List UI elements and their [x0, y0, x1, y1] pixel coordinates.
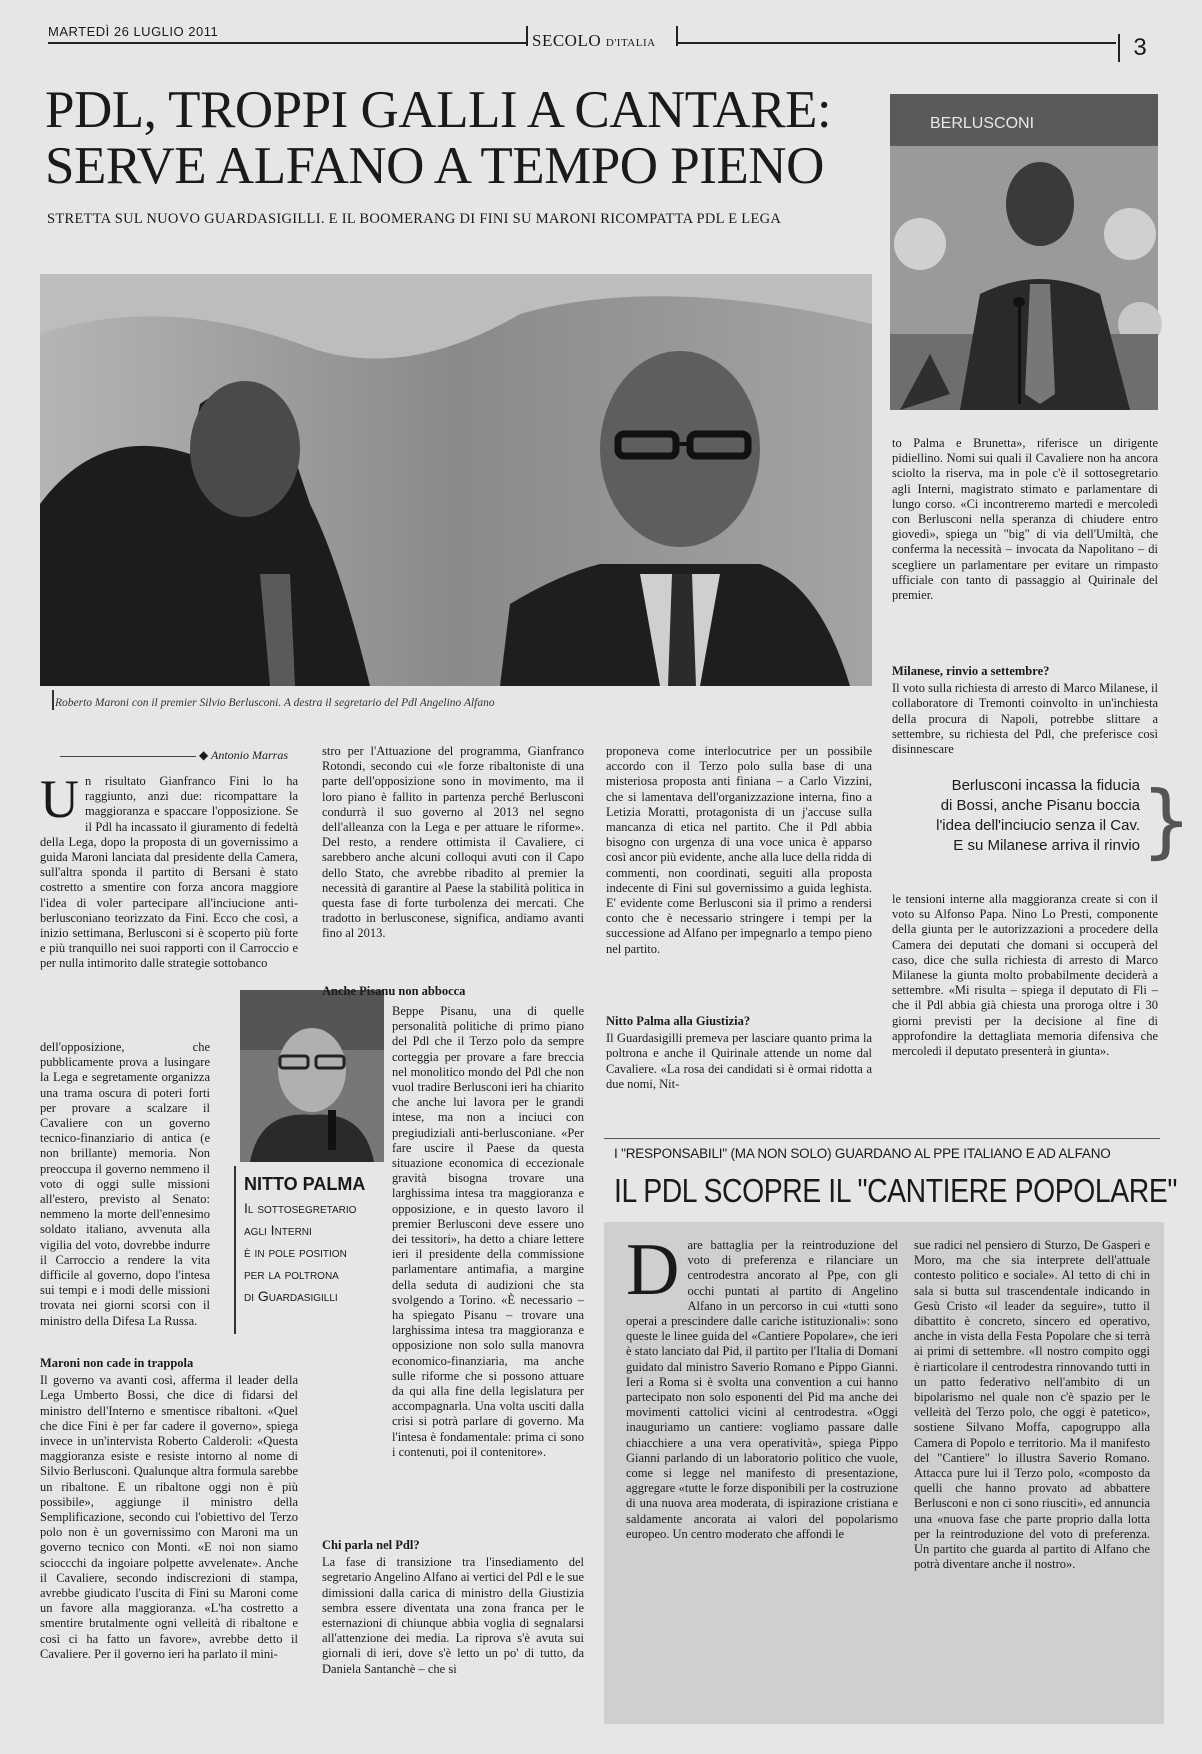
article-column-4-top — [892, 436, 1158, 662]
masthead-rule-right — [676, 42, 1116, 44]
brace-icon: } — [1141, 774, 1192, 867]
headline-line-2: SERVE ALFANO A TEMPO PIENO — [45, 137, 824, 195]
dropcap: U — [40, 769, 79, 829]
article-column-2-mid — [392, 1004, 584, 1459]
photo-caption: Roberto Maroni con il premier Silvio Berlusconi. A destra il segretario del Pdl Angelino Alfano — [55, 697, 495, 709]
article-column-3-bottom — [606, 1004, 872, 1110]
boxed-column-2 — [914, 1238, 1150, 1708]
article-column-3-top — [606, 744, 872, 994]
subheading: Anche Pisanu non abbocca — [322, 984, 466, 998]
paragraph: are battaglia per la reintroduzione del voto di preferenza e rilanciare un centrodestra ancorato al Ppe, con gli occhi puntati al partito di Angelino Alfano in un percorso in cui «tutti sono operai a prescindere dalle cariche istituzionali»: sono queste le linee guida del «Cantiere Popolare», che ieri è stato lanciato dal Pid, il partito per l'Italia di Domani guidato dal ministro Saverio Romano e Pippo Gianni. Ieri a Roma si è svolta una convention a cui hanno partecipato non solo esponenti del Pid ma anche dei movimenti cattolici vicini al centrodestra. «Oggi inauguriamo un cantiere: vogliamo passare dalle chiacchiere a una vera operatività», spiega Pippo Gianni parlando di un laboratorio politico che vuole, come si legge nel manifesto di presentazione, aggregare «tutte le forze disponibili per la costruzione di una nuova area moderata, di ispirazione cristiana e saldamente ancorata ai valori del popolarismo europeo. Un centro moderato che affondi le — [626, 1238, 898, 1541]
box-title: IL PDL SCOPRE IL "CANTIERE POPOLARE" — [614, 1172, 1177, 1209]
article-column-2-top — [322, 744, 584, 974]
dropcap: D — [626, 1229, 680, 1311]
paragraph: Beppe Pisanu, una di quelle personalità politiche di primo piano del Pdl che il Terzo polo da sempre corteggia per provare a fare breccia nel monolitico mondo del Pdl che non vuol tradire Berlusconi ieri ha chiarito che anche lui lavora per le grandi intese, ma non a inciuci con pregiudiziali anti-berlusconiane. «Per fare uscire il Paese da questa situazione economica di eccezionale gravità bisogna trovare una larghissima intesa tra maggioranza e opposizione, e in questo lavoro il premier Berlusconi deve essere uno dei tessitori», ha detto a chiare lettere ieri il presidente della commissione parlamentare antimafia, a margine della seduta di audizioni che sta svolgendo a Torino. «È necessario – ha spiegato Pisanu – trovare una larghissima intesa tra maggioranza e opposizione non solo sulla manovra economico-finanziaria, ma anche sulle riforme che si possono attuare da qui alla fine della legislatura per accompagnarla. Una volta usciti dalla crisi si potrà parlare di governo. Ma l'intesa è fondamentale: prima ci sono i contenuti, poi il contenitore». — [392, 1004, 584, 1459]
box-kicker: I "RESPONSABILI" (MA NON SOLO) GUARDANO AL PPE ITALIANO E AD ALFANO — [614, 1146, 1111, 1161]
subheading: Milanese, rinvio a settembre? — [892, 664, 1050, 678]
nitto-palma-illustration — [240, 990, 384, 1162]
issue-date: MARTEDÌ 26 LUGLIO 2011 — [48, 24, 219, 39]
box-rule — [604, 1138, 1160, 1139]
masthead-rule-left — [48, 42, 526, 44]
headline-line-1: PDL, TROPPI GALLI A CANTARE: — [45, 81, 832, 139]
paragraph: le tensioni interne alla maggioranza create si con il voto su Alfonso Papa. Nino Lo Presti, componente della giunta per le autorizzazioni a procedere della Camera dei deputati che domani si occuperà del caso, dice che sulla richiesta di arresto di Marco Milanese la giunta molto probabilmente deciderà a settembre. «Mi risulta – spiega il deputato di Fli – che il Pdl abbia già chiesta una proroga oltre i 30 giorni previsti per la decisione al fine di approfondire la dettagliata memoria difensiva che mercoledì il deputato presenterà in giunta». — [892, 892, 1158, 1059]
headline — [45, 82, 895, 194]
boxed-column-1 — [626, 1229, 898, 1708]
paragraph: Il voto sulla richiesta di arresto di Marco Milanese, il collaboratore di Tremonti coinvolto in un'inchiesta della procura di Napoli, potrebbe slittare a settembre, su richiesta del Pdl, che preferisce così disinnescare — [892, 681, 1158, 757]
maroni-berlusconi-photo — [40, 274, 872, 686]
sidebar-description: Il sottosegretario agli Interni è in pole position per la poltrona di Guardasigilli — [244, 1200, 357, 1304]
article-column-1-mid — [40, 1040, 210, 1340]
article-column-4-bottom — [892, 892, 1158, 1100]
sidebar-rule — [234, 1166, 236, 1334]
banner-text: BERLUSCONI — [930, 115, 1035, 132]
paragraph: stro per l'Attuazione del programma, Gianfranco Rotondi, secondo cui «le forze ribaltoniste di una parte dell'opposizione sono in movimento, ma il loro piano è fallito in partenza perché Berlusconi condurrà il suo governo al 2013 nel segno dell'alleanza con la Lega e per attuare le riforme». Del resto, a rendere ottimista il Cavaliere, ci sarebbero anche alcuni colloqui avuti con il Capo dello Stato, che avrebbe ribadito al premier la necessità di garantire al Paese la stabilità politica in questa fase di forte turbolenza dei mercati. Che tradotto in berlusconese, significa, andiamo avanti fino al 2013. — [322, 744, 584, 941]
newspaper-name: SECOLO D'ITALIA — [532, 31, 656, 50]
subheading: Maroni non cade in trappola — [40, 1356, 194, 1370]
article-column-2-subhead — [322, 978, 584, 1004]
main-photo — [40, 274, 872, 686]
paragraph: Il Guardasigilli premeva per lasciare quanto prima la poltrona e anche il Quirinale attende un nome dal Cavaliere. «La rosa dei candidati si è ormai ridotta a due nomi, Nit- — [606, 1031, 872, 1091]
alfano-photo-illustration — [890, 94, 1158, 410]
nitto-palma-photo — [240, 990, 384, 1162]
article-column-2-mid2 — [322, 1318, 584, 1550]
article-column-1-bottom — [40, 1346, 298, 1700]
paragraph: La fase di transizione tra l'insediamento del segretario Angelino Alfano ai vertici del Pdl e le sue dimissioni dalla carica di ministro della Giustizia sembra essere diventata una zona franca per le esternazioni di chiunque abbia voglia di segnalarsi all'attenzione dei media. La riprova s'è avuta sui giornali di ieri, dove s'è letto un po' di tutto, da Daniela Santanchè – che si — [322, 1555, 584, 1676]
paragraph: sue radici nel pensiero di Sturzo, De Gasperi e Moro, ma che sia interprete dell'attuale contesto politico e sociale». Al tetto di chi in sala si butta sul trascendentale indicando in Gesù Cristo «il leader da seguire», tutto il dibattito è concreto, sincero ed operativo, anche in vista della Festa Popolare che si terrà ai primi di settembre. «Il nostro compito oggi è riarticolare il centrodestra rinnovando tutti in un patto federativo nell'ambito di un bipolarismo nel quale non c'è spazio per le velleità del Terzo polo, che oggi è patetico», sostiene Silvano Moffa, capogruppo alla Camera di Popolo e territorio. Ma il manifesto del "Cantiere" lo illustra Saverio Romano. Attacca pure lui il Terzo polo, «composto da quelli che hanno provato ad abbattere Berlusconi e non ci sono riusciti», ed annuncia una «nuova fase che parte proprio dalla lotta per la reintroduzione del voto di preferenza. Un partito che guarda al partito di Alfano che potrà diventare anche il nostro». — [914, 1238, 1150, 1572]
byline: ◆ Antonio Marras — [198, 748, 288, 762]
article-column-2-bottom — [322, 1528, 584, 1700]
pull-quote: Berlusconi incassa la fiducia di Bossi, anche Pisanu boccia l'idea dell'inciucio senza il Cav. E su Milanese arriva il rinvio — [936, 777, 1140, 854]
masthead-separator — [526, 26, 528, 46]
paragraph: Il governo va avanti così, afferma il leader della Lega Umberto Bossi, che dice di fidarsi del ministro dell'Interno e smentisce ribaltoni. «Quel che dice Fini è per far cadere il governo», spiega invece in un'intervista Roberto Calderoli: «Questa maggioranza esiste e resiste intorno al nome di Silvio Berlusconi. Qualunque altra formula sarebbe un ribaltone. E un ribaltone oggi non è più possibile», aggiunge il ministro della Semplificazione, secondo cui l'obiettivo del Terzo polo non è un governissimo con Maroni ma un governo tecnico con Monti. «E noi non siamo scioccchi da ingoiare polpette avvelenate». Anche il Cavaliere, secondo indiscrezioni di stampa, avrebbe giudicato l'uscita di Fini su Maroni come un favore alla maggioranza. «L'ha costretto a smentire brutalmente ogni velleità di ribaltone e così ci ha fatto un favore», avrebbe detto il Cavaliere. Per il governo ieri ha parlato il mini- — [40, 1373, 298, 1661]
page-number: 3 — [1118, 34, 1160, 62]
paragraph: n risultato Gianfranco Fini lo ha raggiunto, anzi due: ricompattare la maggioranza e spaccare l'opposizione. Se il Pdl ha incassato il giuramento di fedeltà della Lega, dopo la proposta di un governissimo a guida Maroni lanciata dal presidente della Camera, sull'altra sponda il partito di Bersani è stato costretto a smentire con forza ancora maggiore l'idea di voler partecipare all'inciucione anti-berlusconiano teorizzato da Fini. Ecco che così, a inizio settimana, Berlusconi si è scoperto più forte e più tranquillo nei suoi rapporti con il Carroccio e per nulla intimorito dalle strategie sottobanco — [40, 774, 298, 971]
paragraph: to Palma e Brunetta», riferisce un dirigente pidiellino. Nomi sui quali il Cavaliere non ha ancora sciolto la riserva, ma in pole c'è il sottosegretario agli Interni, magistrato stimato e parlamentare di lungo corso. «Ci incontreremo martedì e mercoledì con Berlusconi nella speranza di chiudere entro giovedì», spiega un "big" di via dell'Umiltà, che conferma la necessità – invocata da Napolitano – di scegliere un parlamentare per evitare un rimpasto ufficiale con tanto di passaggio al Quirinale del premier. — [892, 436, 1158, 603]
subheadline: STRETTA SUL NUOVO GUARDASIGILLI. E IL BOOMERANG DI FINI SU MARONI RICOMPATTA PDL E LEGA — [47, 211, 782, 227]
sidebar-name: NITTO PALMA — [244, 1174, 366, 1194]
paragraph: dell'opposizione, che pubblicamente prova a lusingare la Lega e segretamente organizza una trama oscura di poteri forti per provare a scalzare il Cavaliere con un governo tecnico-finanziario di antica (e non brillante) memoria. Non preoccupa il governo nemmeno il voto di oggi sulle missioni all'estero, previsto al Senato: nemmeno la morte dell'ennesimo soldato italiano, avvenuta alla vigilia del voto, dovrebbe indurre il Carroccio a rendere la vita difficile al governo, dopo l'intesa sui tempi e i modi delle missioni trovata nei giorni scorsi con il ministro della Difesa La Russa. — [40, 1040, 210, 1328]
subheading: Chi parla nel Pdl? — [322, 1538, 420, 1552]
caption-bar — [52, 690, 54, 710]
article-column-4-mid — [892, 654, 1158, 766]
paragraph: proponeva come interlocutrice per un possibile accordo con il Terzo polo sulla base di una misteriosa proposta anti finiana – a Carlo Vizzini, che si lamentava dell'organizzazione interna, fino a Letizia Moratti, protagonista di un j'accuse sulla mancanza di etica nel partito. Che il Pdl abbia bisogno con urgenza di una voce unica è apparso così ancor più evidente, anche alla luce della ridda di commenti, non coordinati, seguiti alla proposta indecente di Fini sul governissimo a guida leghista. E' evidente come Berlusconi sia il primo a rendersi conto che è necessario stringere i tempi per la successione ad Alfano per impegnarlo a tempo pieno nel partito. — [606, 744, 872, 956]
alfano-photo — [890, 94, 1158, 410]
byline-rule — [60, 756, 196, 757]
subheading: Nitto Palma alla Giustizia? — [606, 1014, 751, 1028]
